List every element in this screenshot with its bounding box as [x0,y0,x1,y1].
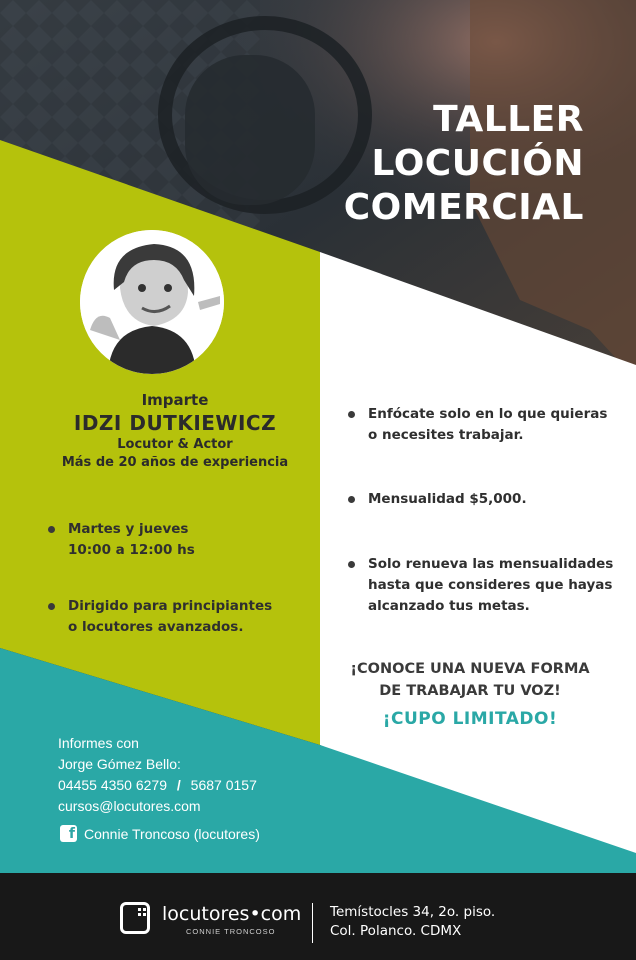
audience-bullet [48,596,272,638]
facebook-link[interactable] [60,825,260,842]
address [330,903,495,941]
cta-line-1: ¡CONOCE UNA NUEVA FORMA [350,661,590,677]
bullet-text: Dirigido para principiantes o locutores avanzados. [68,598,273,635]
bullet-text: Martes y jueves 10:00 a 12:00 hs [68,521,195,558]
contact-email[interactable]: cursos@locutores.com [58,798,201,814]
bullet-dot-icon [48,603,55,610]
title-line: LOCUCIÓN [371,143,584,184]
cta-line-2: DE TRABAJAR TU VOZ! [379,683,561,699]
focus-bullet [348,404,607,446]
bullet-dot-icon [348,411,355,418]
address-line: Col. Polanco. CDMX [330,923,462,939]
phone-number[interactable]: 04455 4350 6279 [58,777,167,793]
bullet-dot-icon [48,526,55,533]
contact-name: Jorge Gómez Bello: [58,756,181,772]
instructor-info [30,390,320,472]
footer-bar [0,873,636,960]
instructor-role: Locutor & Actor [117,437,233,452]
cta-highlight: ¡CUPO LIMITADO! [382,709,558,729]
facebook-icon: f [60,825,77,842]
schedule-bullet [48,519,195,561]
brand-name: locutores•com [162,903,302,925]
contact-info [58,733,257,817]
phone-number[interactable]: 5687 0157 [190,777,257,793]
address-line: Temístocles 34, 2o. piso. [330,904,496,920]
phone-separator: / [176,777,181,793]
brand-subtitle: CONNIE TRONCOSO [186,927,276,936]
imparte-label: Imparte [141,391,209,409]
bullet-dot-icon [348,496,355,503]
facebook-label: Connie Troncoso (locutores) [84,825,260,842]
renewal-bullet [348,554,613,617]
contact-phones [58,775,257,796]
instructor-experience: Más de 20 años de experiencia [61,455,289,470]
locutores-logo-icon [120,902,150,934]
instructor-name: IDZI DUTKIEWICZ [73,411,277,435]
price-bullet [348,489,527,510]
title-line: COMERCIAL [343,187,584,228]
bullet-text: Solo renueva las mensualidades hasta que consideres que hayas alcanzado tus metas. [368,556,614,614]
bullet-dot-icon [348,561,355,568]
bullet-text: Enfócate solo en lo que quieras o necesites trabajar. [368,406,608,443]
page-title [344,98,584,230]
footer-divider [312,903,313,943]
call-to-action [350,658,590,732]
bullet-text: Mensualidad $5,000. [368,491,527,507]
avatar-image [80,230,224,374]
contact-line: Informes con [58,735,139,751]
instructor-avatar [80,230,224,374]
title-line: TALLER [433,99,584,140]
